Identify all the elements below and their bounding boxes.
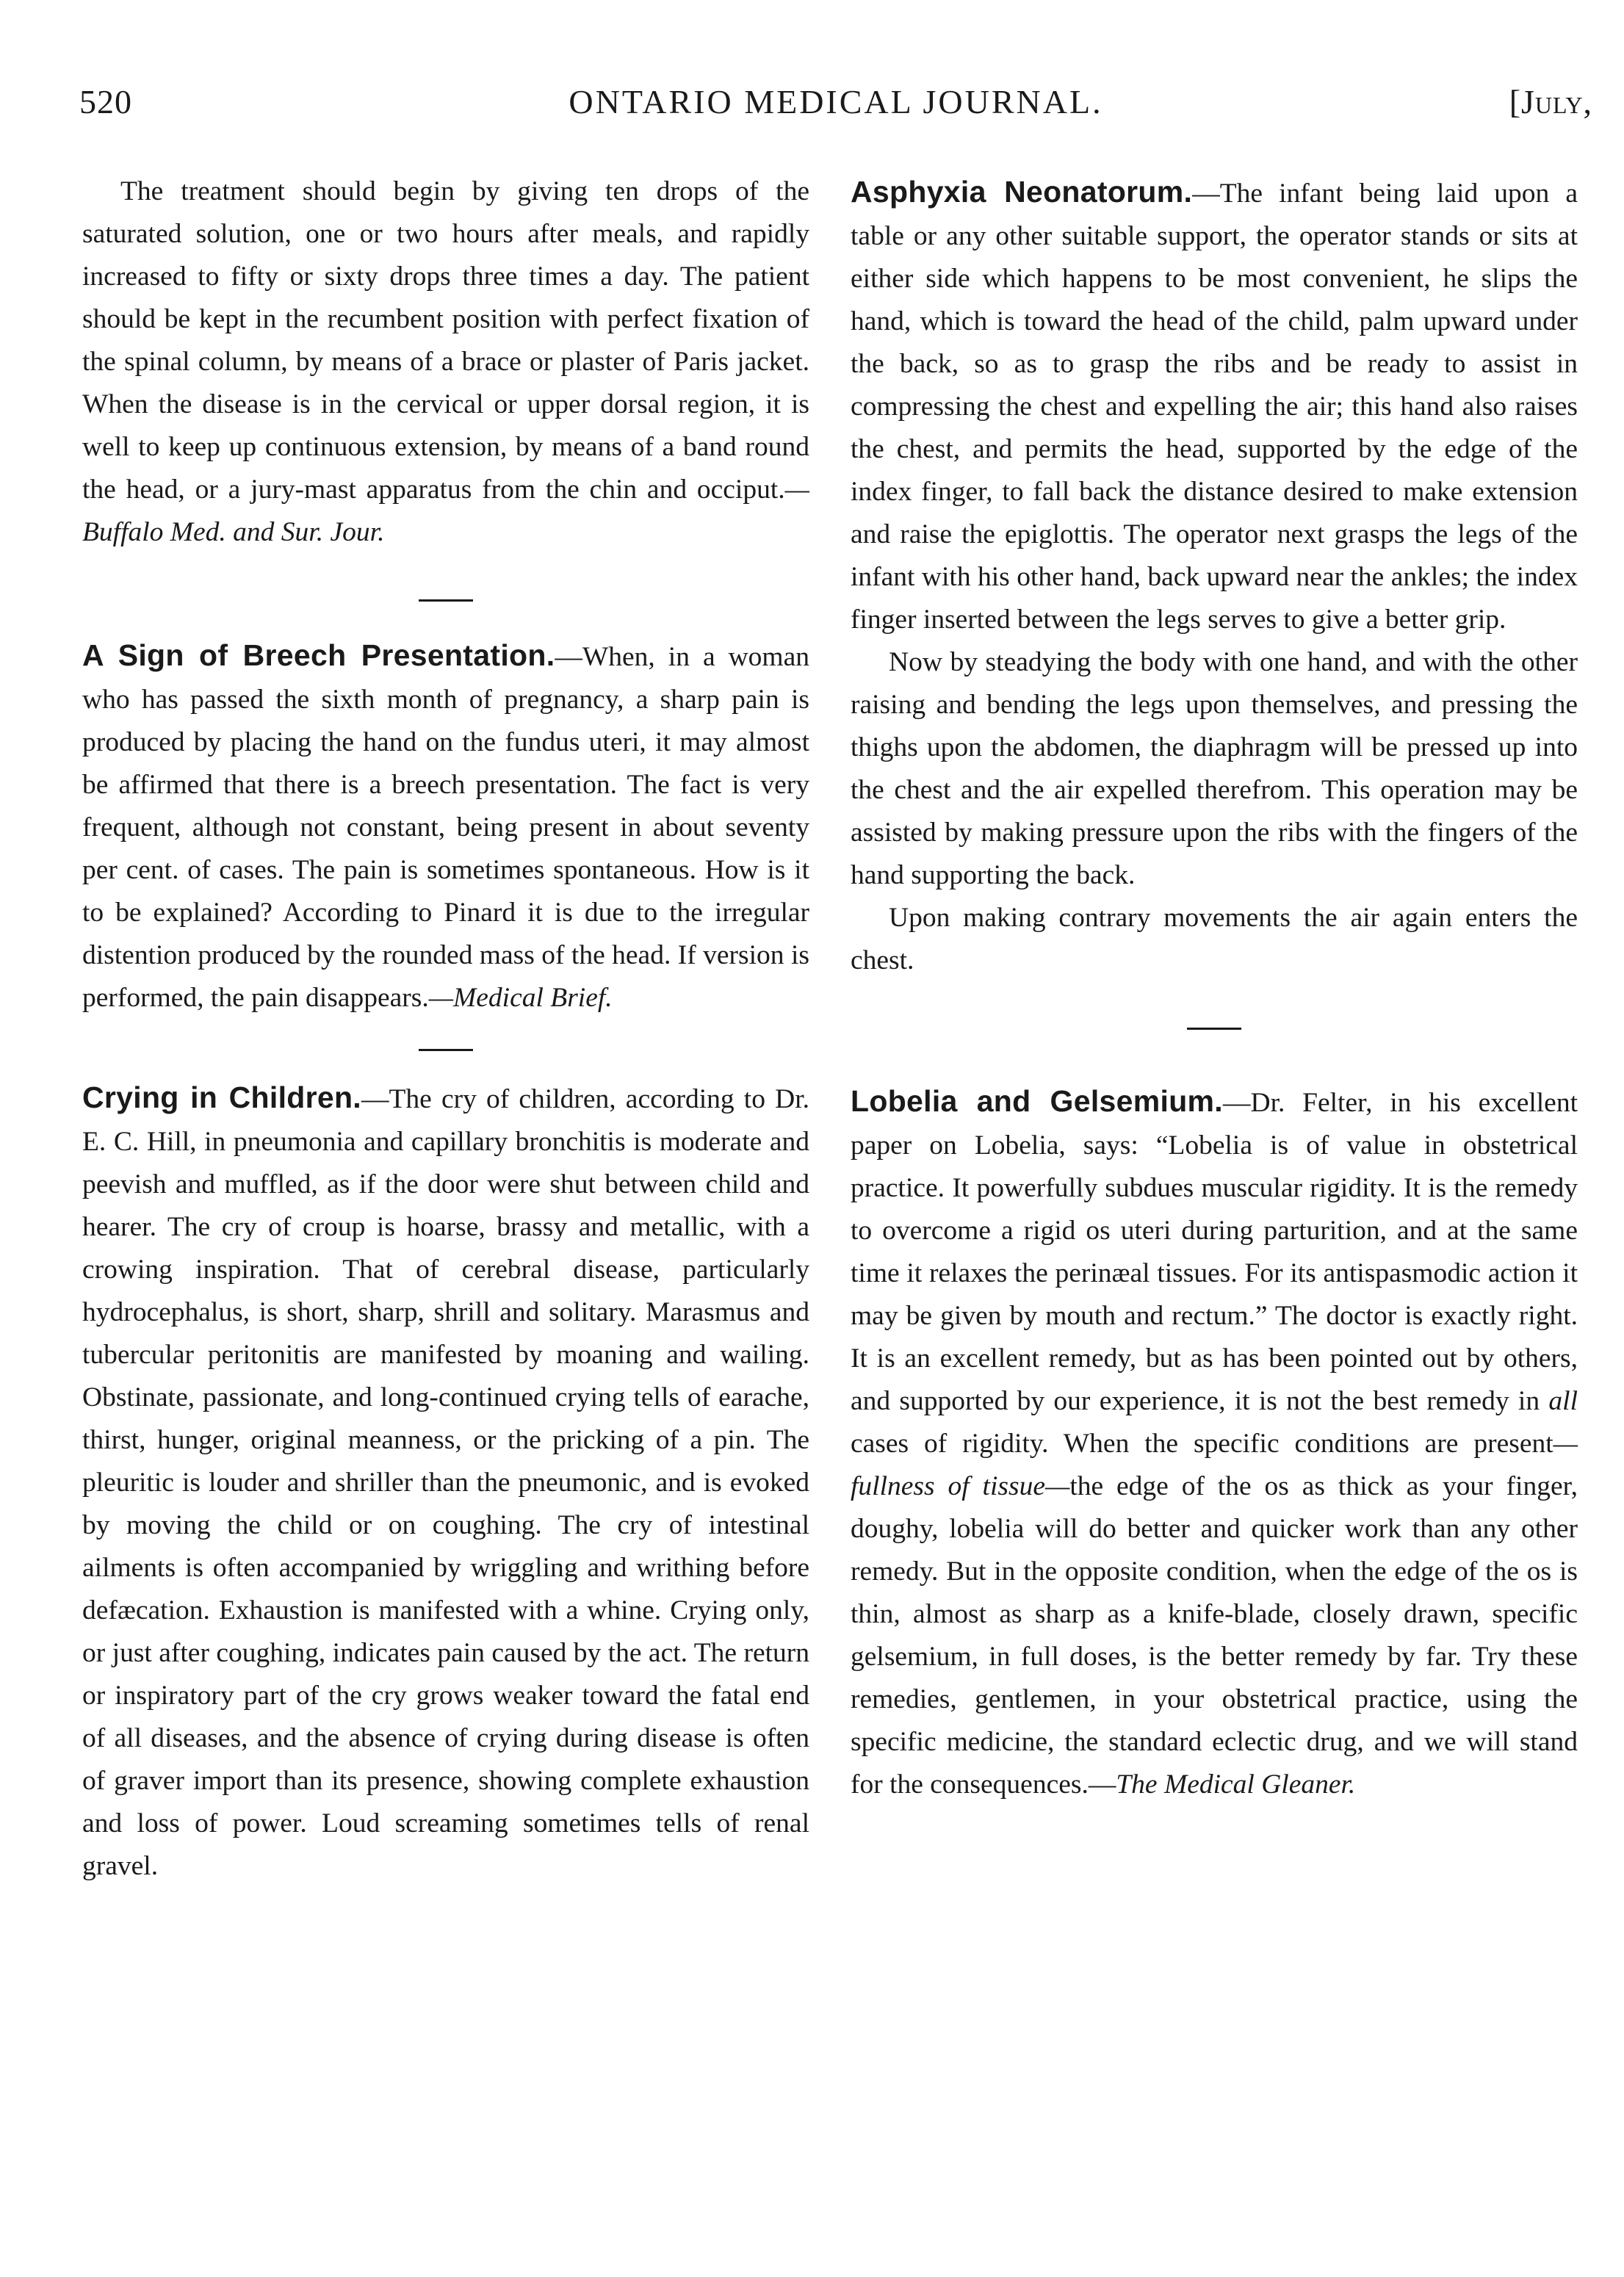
asphyxia-paragraph-2: Now by steadying the body with one hand, and with the other raising and bending the legs upon themselves, and pressing the thighs upon the abdomen, the diaphragm will be pressed up into the chest and the air expelled therefrom. This operation may be assisted by making pressure upon the ribs with the fingers of the hand supporting the back.	[851, 647, 1578, 890]
breech-body: —When, in a woman who has passed the sixth month of pregnancy, a sharp pain is produced by placing the hand on the fundus uteri, it may almost be affirmed that there is a breech presentation. The fact is very frequent, although not constant, being present in about seventy per cent. of cases. The pain is sometimes spontaneous. How is it to be explained? According to Pinard it is due to the irregular distention produced by the rounded mass of the head. If version is performed, the pain disappears.	[82, 642, 809, 1013]
breech-title: A Sign of Breech Presentation.	[82, 638, 555, 672]
asphyxia-title: Asphyxia Neonatorum.	[851, 175, 1193, 209]
asphyxia-body: —The infant being laid upon a table or any other suitable support, the operator stands or sits at either side which happens to be most convenient, he slips the hand, which is toward the head of the child, palm upward under the back, so as to grasp the ribs and be ready to assist in compressing the chest and expelling the air; this hand also raises the chest, and permits the head, supported by the edge of the index finger, to fall back the distance desired to make extension and raise the epiglottis. The operator next grasps the legs of the infant with his other hand, back upward near the ankles; the index finger inserted between the legs serves to give a better grip.	[851, 178, 1578, 635]
section-divider	[419, 599, 473, 602]
section-divider	[419, 1049, 473, 1051]
lobelia-title: Lobelia and Gelsemium.	[851, 1084, 1223, 1118]
lobelia-source: The Medical Gleaner.	[1116, 1769, 1356, 1800]
month-label: [July,	[1509, 83, 1592, 120]
lobelia-body-a: —Dr. Felter, in his excellent paper on Lobelia, says: “Lobelia is of value in obstetrical practice. It powerfully subdues muscular rigidity. It is the remedy to overcome a rigid os uteri during parturition, and at the same time it relaxes the perinæal tissues. For its antispasmodic action it may be given by mouth and rectum.” The doctor is exactly right. It is an excellent remedy, but as has been pointed out by others, and supported by our experience, it is not the best remedy in	[851, 1088, 1578, 1416]
treatment-paragraph	[82, 170, 809, 554]
running-header	[79, 82, 1592, 141]
right-column	[851, 170, 1578, 1806]
lobelia-emphasis-all: all	[1548, 1386, 1578, 1416]
crying-body: —The cry of children, according to Dr. E. C. Hill, in pneumonia and capillary bronchitis is moderate and peevish and muffled, as if the door were shut between child and hearer. The cry of croup is hoarse, brassy and metallic, with a crowing inspiration. That of cerebral disease, particularly hydrocephalus, is short, sharp, shrill and solitary. Marasmus and tubercular peritonitis are manifested by moaning and wailing. Obstinate, passionate, and long-continued crying tells of earache, thirst, hunger, original meanness, or the pricking of a pin. The pleuritic is louder and shriller than the pneumonic, and is evoked by moving the child or on coughing. The cry of intestinal ailments is often accompanied by wriggling and writhing before defæcation. Exhaustion is manifested with a whine. Crying only, or just after coughing, indicates pain caused by the act. The return or inspiratory part of the cry grows weaker toward the fatal end of all diseases, and the absence of crying during disease is often of graver import than its presence, showing complete exhaustion and loss of power. Loud screaming sometimes tells of renal gravel.	[82, 1084, 809, 1881]
crying-article	[82, 1076, 809, 1888]
breech-article	[82, 634, 809, 1020]
lobelia-article	[851, 1080, 1578, 1806]
lobelia-body-b: cases of rigidity. When the specific conditions are present	[851, 1429, 1553, 1459]
asphyxia-article	[851, 170, 1578, 641]
lobelia-emphasis-fullness: —fullness of tissue—	[851, 1429, 1578, 1501]
treatment-text: The treatment should begin by giving ten drops of the saturated solution, one or two hours after meals, and rapidly increased to fifty or sixty drops three times a day. The patient should be kept in the recumbent position with perfect fixation of the spinal column, by means of a brace or plaster of Paris jacket. When the disease is in the cervical or upper dorsal region, it is well to keep up continuous extension, by means of a band round the head, or a jury-mast apparatus from the chin and occiput.	[82, 176, 809, 505]
section-divider	[1187, 1028, 1241, 1030]
treatment-source: —Buffalo Med. and Sur. Jour.	[82, 474, 809, 547]
asphyxia-paragraph-3: Upon making contrary movements the air again enters the chest.	[851, 903, 1578, 975]
crying-title: Crying in Children.	[82, 1080, 362, 1114]
journal-title: ONTARIO MEDICAL JOURNAL.	[569, 83, 1103, 120]
lobelia-body-c: the edge of the os as thick as your finger, doughy, lobelia will do better and quicker work than any other remedy. But in the opposite condition, when the edge of the os is thin, almost as sharp as a knife-blade, closely drawn, specific gelsemium, in full doses, is the better remedy by far. Try these remedies, gentlemen, in your obstetrical practice, using the specific medicine, the standard eclectic drug, and we will stand for the consequences.	[851, 1471, 1578, 1800]
page-number: 520	[79, 83, 132, 120]
lobelia-source-dash: —	[1088, 1769, 1116, 1800]
left-column	[82, 170, 809, 1888]
breech-source: —Medical Brief.	[428, 983, 613, 1013]
